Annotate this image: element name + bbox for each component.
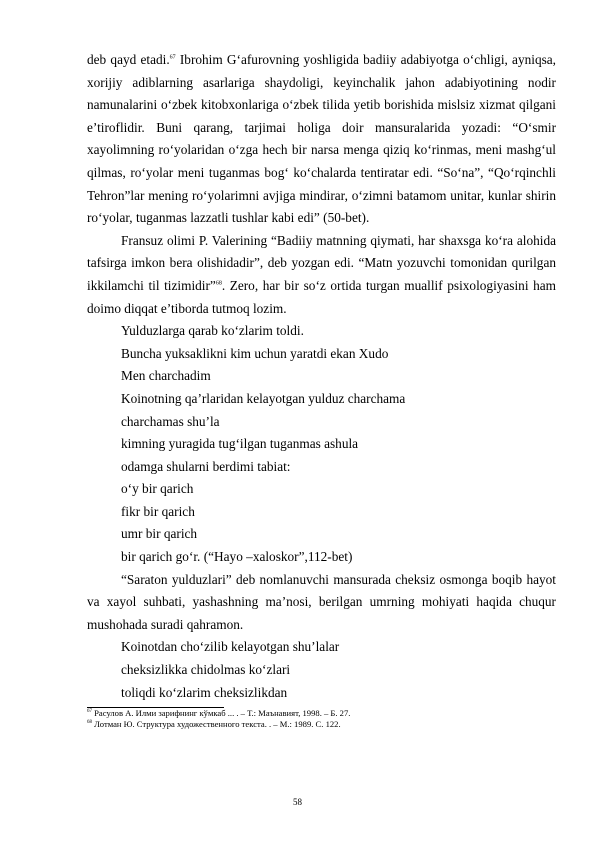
- footnote-number: 67: [87, 709, 92, 715]
- paragraph-1-text-b: Ibrohim G‘afurovning yoshligida badiiy adabiyotga o‘chligi, ayniqsa, xorijiy adiblarning asarlariga shaydoligi, keyinchalik jahon adabiyotining nodir namunalarini o‘zbek kitobxonlariga o‘zbek tilida yetib borishida mislsiz xizmat qilgani e’tiroflidir. Buni qarang, tarjimai holiga doir mansuralarida yozadi: “O‘smir xayolimning ro‘yolaridan o‘zga hech bir narsa menga qiziq ko‘rinmas, meni mashg‘ul qilmas, ro‘yolar meni tuganmas bog‘ ko‘chalarda tentiratar edi. “So‘na”, “Qo‘rqinchli Tehron”lar mening ro‘yolarimni avjiga mindirar, o‘zimni batamom unitar, kunlar shirin ro‘yolar, tuganmas lazzatli tushlar kabi edi” (50-bet).: [87, 52, 556, 226]
- paragraph-2: [87, 230, 556, 320]
- poem-line: charchamas shu’la: [121, 413, 220, 429]
- poem-line: Koinotning qa’rlaridan kelayotgan yulduz charchama: [121, 390, 406, 406]
- poem-line: toliqdi ko‘zlarim cheksizlikdan: [121, 684, 288, 700]
- poem-line: umr bir qarich: [121, 526, 198, 542]
- paragraph-1: [87, 49, 556, 230]
- poem-line: odamga shularni berdimi tabiat:: [121, 458, 291, 474]
- footnotes: [87, 708, 556, 730]
- poem-line: Koinotdan cho‘zilib kelayotgan shu’lalar: [121, 639, 340, 655]
- page-body: [87, 49, 556, 730]
- paragraph-2-text-b: . Zero, har bir so‘z ortida turgan muallif psixologiyasini ham doimo diqqat e’tiborda tutmoq lozim.: [87, 277, 556, 316]
- poem-line: o‘y bir qarich: [121, 481, 194, 497]
- footnote: [87, 708, 556, 719]
- footnote-number: 68: [87, 720, 92, 726]
- paragraph-1-text-a: deb qayd etadi.: [87, 52, 170, 67]
- poem-line: Buncha yuksaklikni kim uchun yaratdi ekan Xudo: [121, 345, 389, 361]
- poem-line: bir qarich go‘r. (“Hayo –xaloskor”,112-bet): [121, 549, 353, 565]
- poem-line: fikr bir qarich: [121, 503, 195, 519]
- poem-block-1: [87, 320, 556, 569]
- page-number: 58: [293, 797, 302, 807]
- footnote-text: Лотман Ю. Структура художественного текста. . – М.: 1989. С. 122.: [92, 719, 341, 730]
- footnote-ref-68: 68: [215, 280, 222, 287]
- poem-block-2: [87, 636, 556, 704]
- poem-line: cheksizlikka chidolmas ko‘zlari: [121, 662, 291, 678]
- paragraph-3: “Saraton yulduzlari” deb nomlanuvchi mansurada cheksiz osmonga boqib hayot va xayol suhbati, yashashning ma’nosi, berilgan umrning mohiyati haqida chuqur mushohada suradi qahramon.: [87, 571, 556, 632]
- poem-line: kimning yuragida tug‘ilgan tuganmas ashula: [121, 436, 359, 452]
- poem-line: Men charchadim: [121, 368, 211, 384]
- footnote: [87, 719, 556, 730]
- footnote-text: Расулов А. Илми зарифнинг кўмкаб ... . – Т.: Маънавият, 1998. – Б. 27.: [92, 708, 351, 719]
- paragraph-2-text-a: Fransuz olimi P. Valerining “Badiiy matnning qiymati, har shaxsga ko‘ra alohida tafsirga imkon bera olishidadir”, deb yozgan edi. “Matn yozuvchi tomonidan qurilgan ikkilamchi til tizimidir”: [87, 232, 556, 293]
- poem-line: Yulduzlarga qarab ko‘zlarim toldi.: [121, 323, 304, 339]
- footnote-ref-67: 67: [169, 54, 176, 61]
